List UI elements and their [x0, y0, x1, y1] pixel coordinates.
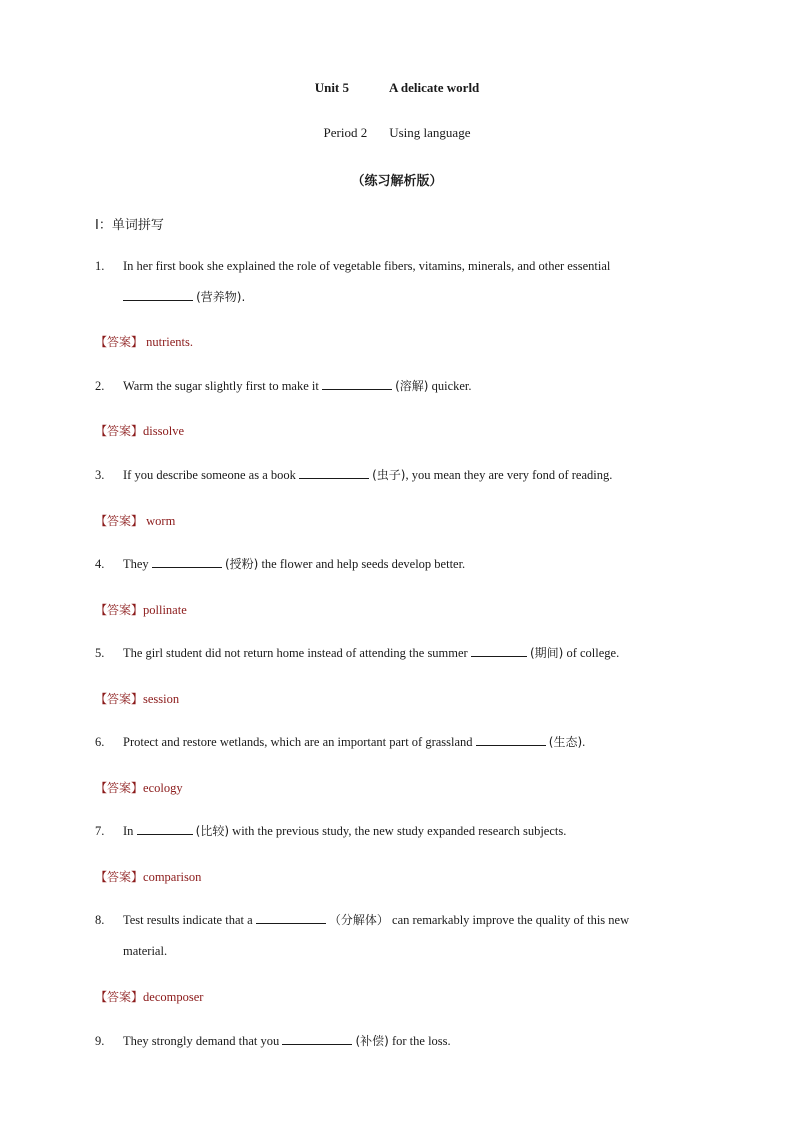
answer-blank[interactable] [282, 1032, 352, 1045]
question-hint: （分解体） [328, 913, 389, 927]
answer-text: ecology [143, 781, 183, 795]
answer-tag: 【答案】 [95, 335, 144, 349]
answer-text: decomposer [143, 990, 204, 1004]
question-number: 6. [95, 735, 105, 749]
answer-6 [95, 779, 183, 796]
answer-tag: 【答案】 [95, 424, 144, 438]
question-text: They strongly demand that you [123, 1034, 280, 1048]
answer-tag: 【答案】 [95, 870, 144, 884]
question-text-wrap: material. [123, 944, 168, 958]
answer-text: session [143, 692, 180, 706]
answer-blank[interactable] [471, 644, 527, 657]
answer-text: worm [146, 514, 176, 528]
section-heading: I：单词拼写 [95, 218, 164, 233]
answer-blank[interactable] [476, 733, 546, 746]
question-9 [95, 1026, 700, 1057]
answer-7 [95, 868, 201, 885]
question-2 [95, 371, 700, 402]
answer-tag: 【答案】 [95, 990, 144, 1004]
period-number: Period 2 [323, 125, 368, 140]
answer-blank[interactable] [123, 288, 193, 301]
question-4 [95, 549, 700, 580]
question-text-end: with the previous study, the new study expanded research subjects. [232, 824, 567, 838]
question-number: 5. [95, 646, 105, 660]
answer-tag: 【答案】 [95, 781, 144, 795]
answer-text: comparison [143, 870, 202, 884]
question-hint: (期间) [529, 646, 564, 660]
edition-label: （练习解析版） [351, 174, 443, 189]
question-text-end: can remarkably improve the quality of this new [392, 913, 630, 927]
question-text: The girl student did not return home instead of attending the summer [123, 646, 468, 660]
question-1 [95, 251, 700, 313]
answer-blank[interactable] [322, 377, 392, 390]
question-text-end: the flower and help seeds develop better. [261, 557, 466, 571]
question-number: 9. [95, 1034, 105, 1048]
question-text: They [123, 557, 149, 571]
answer-tag: 【答案】 [95, 514, 144, 528]
answer-blank[interactable] [152, 555, 222, 568]
question-7 [95, 816, 700, 847]
answer-blank[interactable] [137, 822, 193, 835]
answer-4 [95, 601, 187, 618]
question-text: In her first book she explained the role of vegetable fibers, vitamins, minerals, and other essential [123, 259, 611, 273]
question-hint: (补偿) [355, 1034, 389, 1048]
answer-text: nutrients. [146, 335, 194, 349]
question-number: 3. [95, 468, 105, 482]
period-name: Using language [389, 125, 471, 140]
question-number: 8. [95, 913, 105, 927]
question-hint: (虫子) [372, 468, 406, 482]
question-8 [95, 905, 700, 967]
question-hint: (营养物). [196, 290, 246, 304]
unit-name: A delicate world [389, 80, 480, 95]
question-hint: (授粉) [224, 557, 259, 571]
question-hint: (溶解) [395, 379, 429, 393]
answer-text: dissolve [143, 424, 184, 438]
question-text-end: . [582, 735, 586, 749]
answer-blank[interactable] [299, 466, 369, 479]
period-title [0, 125, 794, 141]
answer-text: pollinate [143, 603, 187, 617]
answer-1 [95, 333, 193, 350]
question-text: Protect and restore wetlands, which are an important part of grassland [123, 735, 473, 749]
question-text: Test results indicate that a [123, 913, 253, 927]
answer-8 [95, 988, 203, 1005]
question-number: 2. [95, 379, 105, 393]
question-text-end: of college. [566, 646, 620, 660]
question-number: 7. [95, 824, 105, 838]
question-number: 4. [95, 557, 105, 571]
question-text: In [123, 824, 134, 838]
answer-2 [95, 422, 184, 439]
answer-tag: 【答案】 [95, 603, 144, 617]
answer-3 [95, 512, 175, 529]
answer-blank[interactable] [256, 911, 326, 924]
question-text: Warm the sugar slightly first to make it [123, 379, 319, 393]
question-hint: (比较) [195, 824, 230, 838]
question-5 [95, 638, 700, 669]
question-3 [95, 460, 700, 491]
question-text-end: , you mean they are very fond of reading. [405, 468, 613, 482]
question-number: 1. [95, 259, 105, 273]
question-text: If you describe someone as a book [123, 468, 296, 482]
question-text-end: for the loss. [391, 1034, 451, 1048]
question-6 [95, 727, 700, 758]
question-hint: (生态) [548, 735, 583, 749]
answer-5 [95, 690, 179, 707]
question-text-end: quicker. [431, 379, 472, 393]
unit-number: Unit 5 [314, 80, 350, 95]
answer-tag: 【答案】 [95, 692, 144, 706]
unit-title [0, 80, 794, 96]
